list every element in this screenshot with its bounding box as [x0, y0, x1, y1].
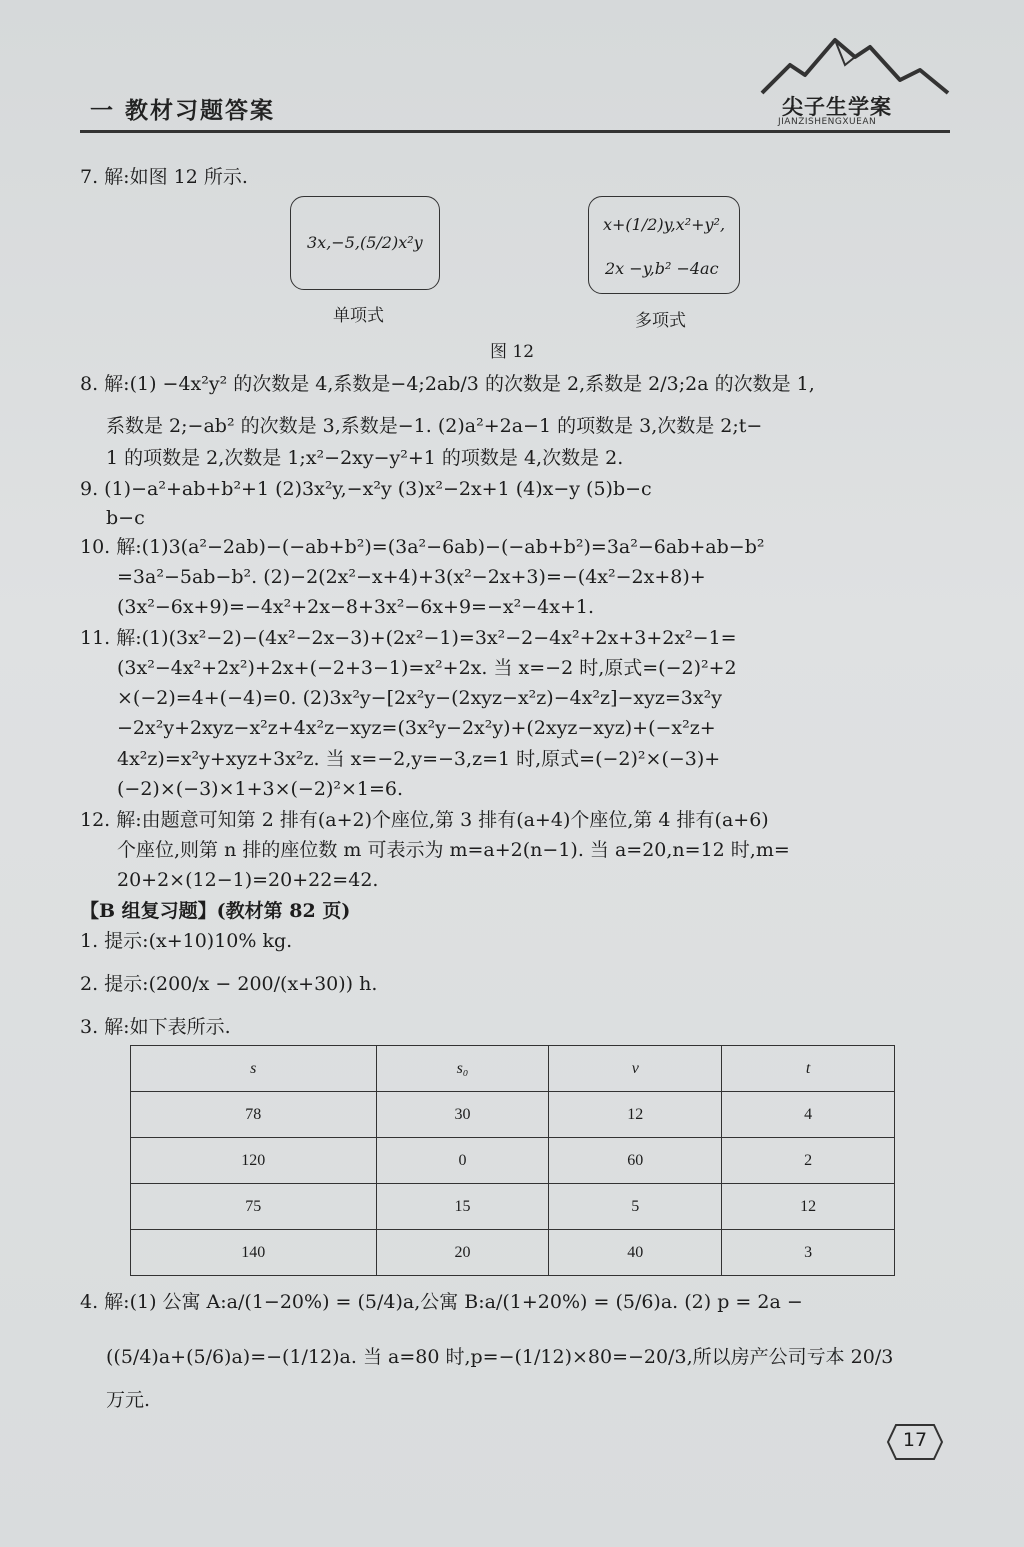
answer-line: (3x²−4x²+2x²)+2x+(−2+3−1)=x²+2x. 当 x=−2 时,原式=(−2)²+2 [117, 657, 737, 679]
table-row [131, 1184, 895, 1230]
monomial-set: 3x,−5,(5/2)x²y [307, 233, 423, 252]
answer-line: 2. 提示:(200/x − 200/(x+30)) h. [80, 973, 378, 995]
section-title: 一 教材习题答案 [90, 98, 276, 124]
answer-line: b−c [106, 507, 145, 529]
table-row [131, 1138, 895, 1184]
answer-table [130, 1045, 895, 1276]
table-row [131, 1092, 895, 1138]
table-header-cell: t [722, 1046, 895, 1092]
polynomial-set-line1: x+(1/2)y,x²+y², [603, 215, 726, 234]
polynomial-label: 多项式 [635, 311, 686, 331]
table-cell: 4 [722, 1092, 895, 1138]
answer-line: 12. 解:由题意可知第 2 排有(a+2)个座位,第 3 排有(a+4)个座位,第 4 排有(a+6) [80, 809, 769, 831]
q4-line: ((5/4)a+(5/6)a)=−(1/12)a. 当 a=80 时,p=−(1/12)×80=−20/3,所以房产公司亏本 20/3 [106, 1346, 894, 1368]
answer-line: 9. (1)−a²+ab+b²+1 (2)3x²y,−x²y (3)x²−2x+1 (4)x−y (5)b−c [80, 478, 652, 500]
answer-line: 3. 解:如下表所示. [80, 1016, 231, 1038]
table-cell: 0 [376, 1138, 549, 1184]
answer-line: (−2)×(−3)×1+3×(−2)²×1=6. [117, 778, 404, 800]
monomial-label: 单项式 [333, 306, 384, 326]
table-cell: 30 [376, 1092, 549, 1138]
answer-line: 1. 提示:(x+10)10% kg. [80, 930, 293, 952]
page-number-text: 17 [902, 1429, 928, 1451]
answer-line: 系数是 2;−ab² 的次数是 3,系数是−1. (2)a²+2a−1 的项数是 3,次数是 2;t− [106, 415, 763, 437]
table-header-cell: v [549, 1046, 722, 1092]
monomial-box [290, 196, 440, 290]
table-cell: 60 [549, 1138, 722, 1184]
page-header [80, 80, 950, 140]
section-heading-b: 【B 组复习题】(教材第 82 页) [80, 900, 351, 922]
table-row [131, 1230, 895, 1276]
q4-line: 4. 解:(1) 公寓 A:a/(1−20%) = (5/4)a,公寓 B:a/(1+20%) = (5/6)a. (2) p = 2a − [80, 1291, 803, 1313]
table-cell: 5 [549, 1184, 722, 1230]
logo-subtext: JIANZISHENGXUEAN [778, 117, 877, 127]
table-header-cell: s [131, 1046, 377, 1092]
answer-line: (3x²−6x+9)=−4x²+2x−8+3x²−6x+9=−x²−4x+1. [117, 596, 594, 618]
table-cell: 3 [722, 1230, 895, 1276]
table-cell: 2 [722, 1138, 895, 1184]
table-cell: 12 [722, 1184, 895, 1230]
figure-caption: 图 12 [490, 342, 535, 362]
answer-line: =3a²−5ab−b². (2)−2(2x²−x+4)+3(x²−2x+3)=−(4x²−2x+8)+ [117, 566, 706, 588]
answer-line: 11. 解:(1)(3x²−2)−(4x²−2x−3)+(2x²−1)=3x²−2−4x²+2x+3+2x²−1= [80, 627, 737, 649]
brand-logo [760, 35, 950, 135]
table-cell: 140 [131, 1230, 377, 1276]
q4-line: 万元. [106, 1389, 151, 1411]
table-header-row [131, 1046, 895, 1092]
table-cell: 120 [131, 1138, 377, 1184]
answer-line: 1 的项数是 2,次数是 1;x²−2xy−y²+1 的项数是 4,次数是 2. [106, 447, 624, 469]
answer-line: ×(−2)=4+(−4)=0. (2)3x²y−[2x²y−(2xyz−x²z)−4x²z]−xyz=3x²y [117, 687, 722, 709]
answer-line: 20+2×(12−1)=20+22=42. [117, 869, 379, 891]
mountain-icon [760, 35, 950, 95]
table-header-cell: s₀ [376, 1046, 549, 1092]
logo-text: 尖子生学案 [782, 95, 892, 119]
table-cell: 12 [549, 1092, 722, 1138]
answer-line: 个座位,则第 n 排的座位数 m 可表示为 m=a+2(n−1). 当 a=20,n=12 时,m= [117, 839, 790, 861]
table-cell: 75 [131, 1184, 377, 1230]
answer-line: 4x²z)=x²y+xyz+3x²z. 当 x=−2,y=−3,z=1 时,原式=(−2)²×(−3)+ [117, 748, 721, 770]
polynomial-box [588, 196, 740, 294]
page-number [886, 1423, 944, 1461]
table-cell: 20 [376, 1230, 549, 1276]
answer-line: −2x²y+2xyz−x²z+4x²z−xyz=(3x²y−2x²y)+(2xyz−xyz)+(−x²z+ [117, 717, 716, 739]
table-cell: 15 [376, 1184, 549, 1230]
answer-line: 10. 解:(1)3(a²−2ab)−(−ab+b²)=(3a²−6ab)−(−ab+b²)=3a²−6ab+ab−b² [80, 536, 765, 558]
q7-intro: 7. 解:如图 12 所示. [80, 166, 248, 188]
polynomial-set-line2: 2x −y,b² −4ac [605, 259, 719, 278]
table-cell: 78 [131, 1092, 377, 1138]
table-cell: 40 [549, 1230, 722, 1276]
answer-line: 8. 解:(1) −4x²y² 的次数是 4,系数是−4;2ab/3 的次数是 2,系数是 2/3;2a 的次数是 1, [80, 373, 815, 395]
